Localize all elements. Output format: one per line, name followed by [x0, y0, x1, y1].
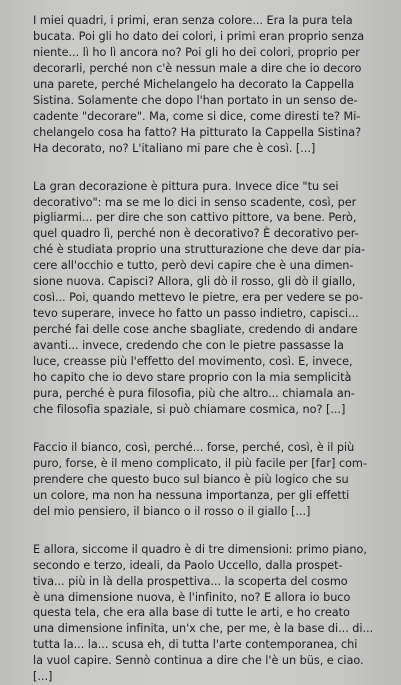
- text-line: [...]: [33, 670, 53, 684]
- text-line: tutta la... la... scusa eh, di tutta l'arte contemporanea, chi: [33, 638, 358, 652]
- text-line: ho capito che io devo stare proprio con la mia semplicità: [33, 371, 352, 385]
- text-line: quel quadro lì, perché non è decorativo? È decorativo per-: [33, 227, 359, 241]
- text-line: Ha decorato, no? L'italiano mi pare che è così. [...]: [33, 141, 316, 155]
- text-line: cadente "decorare". Ma, come si dice, come diresti te? Mi-: [33, 109, 361, 123]
- paragraph-1: [33, 13, 387, 157]
- text-line: I miei quadri, i primi, eran senza colore... Era la pura tela: [33, 14, 353, 27]
- text-line: così... Poi, quando mettevo le pietre, era per vedere se po-: [33, 291, 364, 305]
- text-line: un colore, ma non ha nessuna importanza, per gli effetti: [33, 488, 350, 502]
- text-line: che filosofia spaziale, si può chiamare cosmica, no? [...]: [33, 402, 346, 416]
- text-line: la vuol capire. Sennò continua a dire che l'è un büs, e ciao.: [33, 654, 364, 668]
- paragraph-3: [33, 440, 387, 520]
- text-line: tevo superare, invece ho fatto un passo indietro, capisci...: [33, 307, 359, 321]
- text-line: luce, creasse più l'effetto del movimento, così. E, invece,: [33, 355, 353, 369]
- text-line: prendere che questo buco sul bianco è più logico che su: [33, 472, 349, 486]
- text-line: decorativo": ma se me lo dici in senso scadente, così, per: [33, 195, 357, 209]
- text-line: La gran decorazione è pittura pura. Invece dice "tu sei: [33, 179, 339, 193]
- text-line: ché è studiata proprio una strutturazione che deve dar pia-: [33, 243, 366, 257]
- text-line: puro, forse, è il meno complicato, il più facile per [far] com-: [33, 456, 367, 470]
- text-line: secondo e terzo, ideali, da Paolo Uccello, dalla prospet-: [33, 558, 343, 572]
- text-line: pura, perché è pura filosofia, più che altro... chiamala an-: [33, 386, 355, 400]
- paragraph-4: [33, 542, 387, 685]
- text-line: pigliarmi... per dire che son cattivo pittore, va bene. Però,: [33, 211, 357, 225]
- text-line: del mio pensiero, il bianco o il rosso o il giallo [...]: [33, 504, 311, 518]
- text-line: cere all'occhio e tutto, però devi capire che è una dimen-: [33, 259, 354, 273]
- text-line: bucata. Poi gli ho dato dei colori, i primi eran proprio senza: [33, 29, 365, 43]
- text-line: Sistina. Solamente che dopo l'han portato in un senso de-: [33, 93, 358, 107]
- text-line: una parete, perché Michelangelo ha decorato la Cappella: [33, 77, 355, 91]
- text-line: sione nuova. Capisci? Allora, gli dò il rosso, gli dò il giallo,: [33, 275, 356, 289]
- text-line: Faccio il bianco, così, perché... forse, perché, così, è il più: [33, 440, 355, 454]
- text-line: è una dimensione nuova, è l'infinito, no? E allora io buco: [33, 590, 351, 604]
- text-line: niente... lì ho lì ancora no? Poi gli ho dei colori, proprio per: [33, 45, 360, 59]
- text-line: decorarli, perché non c'è nessun male a dire che io decoro: [33, 61, 362, 75]
- text-line: tiva... più in là della prospettiva... la scoperta del cosmo: [33, 574, 348, 588]
- text-line: avanti... invece, credendo che con le pietre passasse la: [33, 339, 344, 353]
- text-line: E allora, siccome il quadro è di tre dimensioni: primo piano,: [33, 542, 367, 556]
- text-line: questa tela, che era alla base di tutte le arti, e ho creato: [33, 606, 350, 620]
- paragraph-2: [33, 179, 387, 418]
- text-line: chelangelo cosa ha fatto? Ha pitturato la Cappella Sistina?: [33, 125, 362, 139]
- text-line: una dimensione infinita, un'x che, per me, è la base di... di...: [33, 622, 374, 636]
- text-line: perché fai delle cose anche sbagliate, credendo di andare: [33, 323, 358, 337]
